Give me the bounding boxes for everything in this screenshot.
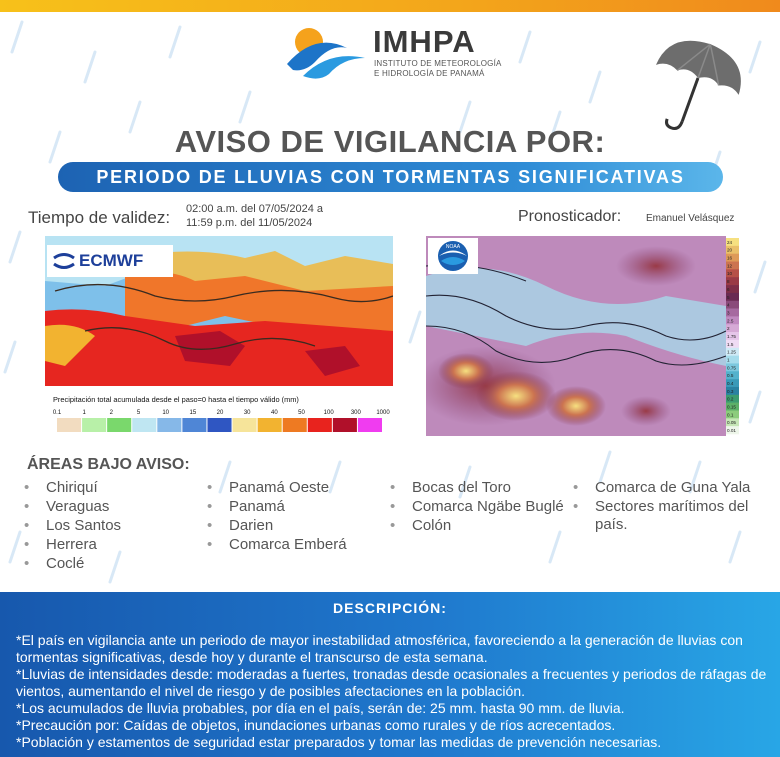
ecmwf-scale-swatch [82, 418, 106, 432]
area-item: • Comarca Ngäbe Buglé [390, 498, 570, 516]
noaa-scale-label: 8 [727, 279, 730, 285]
ecmwf-logo-icon [50, 251, 78, 271]
logo-subtitle-line-1: INSTITUTO DE METEOROLOGÍA [374, 59, 502, 68]
logo-subtitle-line-2: E HIDROLOGÍA DE PANAMÁ [374, 69, 485, 78]
ecmwf-scale-swatch [358, 418, 382, 432]
noaa-scale-label: 24 [727, 239, 733, 245]
area-item: • Bocas del Toro [390, 479, 570, 497]
noaa-scale-label: 0.4 [727, 381, 734, 386]
ecmwf-scale-label: 5 [136, 410, 141, 416]
ecmwf-scale-swatch [157, 418, 181, 432]
banner-text: PERIODO DE LLUVIAS CON TORMENTAS SIGNIFICATIVAS [96, 167, 685, 187]
ecmwf-scale-label: 15 [189, 410, 197, 416]
description-title: DESCRIPCIÓN: [333, 600, 447, 616]
noaa-scale-label: 1.75 [727, 333, 736, 339]
umbrella-icon [648, 38, 748, 138]
ecmwf-logo-text: ECMWF [79, 251, 144, 270]
ecmwf-scale-label: 0.1 [52, 410, 62, 416]
noaa-scale-label: 0.05 [727, 420, 736, 426]
noaa-scale-label: 0.75 [727, 365, 736, 371]
ecmwf-caption: Precipitación total acumulada desde el paso=0 hasta el tiempo válido (mm) [53, 395, 299, 404]
area-item: • Comarca Emberá [207, 536, 387, 554]
noaa-scale-label: 6 [727, 286, 730, 292]
areas-title: ÁREAS BAJO AVISO: [27, 456, 190, 473]
noaa-scale-label: 0.01 [727, 428, 736, 434]
ecmwf-scale-label: 1000 [376, 410, 390, 416]
noaa-scale-label: 0.3 [727, 388, 734, 394]
forecaster-label: Pronosticador: [518, 208, 622, 225]
areas-column-3 [390, 479, 570, 536]
noaa-scale-label: 12 [727, 263, 733, 269]
ecmwf-scale-swatch [333, 418, 357, 432]
noaa-precipitation-map [426, 236, 739, 436]
noaa-scale-label: 1.25 [727, 349, 736, 355]
ecmwf-scale-swatch [57, 418, 81, 432]
noaa-scale-label: 0.2 [727, 396, 734, 402]
noaa-scale-label: 1 [727, 357, 730, 363]
ecmwf-scale-swatch [207, 418, 231, 432]
ecmwf-scale-label: 20 [216, 410, 224, 416]
area-item: • Coclé [24, 555, 194, 573]
area-item: • Panamá Oeste [207, 479, 387, 497]
ecmwf-scale-swatch [283, 418, 307, 432]
ecmwf-scale-swatch [182, 418, 206, 432]
logo-name: IMHPA [373, 24, 476, 59]
forecaster-name: Emanuel Velásquez [646, 213, 735, 224]
description-lines [16, 632, 768, 751]
ecmwf-scale-swatches [57, 418, 382, 432]
description-line: *El país en vigilancia ante un periodo de mayor inestabilidad atmosférica, favoreciendo a la generación de lluvias con tormentas significativas, desde hoy y durante el transcurso de esta semana. [16, 632, 743, 665]
noaa-scale-label: 0.15 [727, 404, 736, 410]
noaa-scale-label: 1.5 [727, 341, 734, 347]
noaa-scale-label: 2.5 [727, 318, 734, 324]
ecmwf-scale-label: 30 [243, 410, 251, 416]
area-item: • Panamá [207, 498, 387, 516]
validity-end: 11:59 p.m. del 11/05/2024 [186, 217, 313, 229]
ecmwf-scale-swatch [308, 418, 332, 432]
area-item: • Colón [390, 517, 570, 535]
description-line: *Población y estamentos de seguridad estar preparados y tomar las medidas de prevención necesarias. [16, 734, 662, 750]
ecmwf-scale-label: 10 [162, 410, 170, 416]
noaa-scale-label: 0.5 [727, 373, 734, 379]
ecmwf-scale-label: 300 [350, 410, 361, 416]
areas-column-4 [573, 479, 773, 535]
main-title: AVISO DE VIGILANCIA POR: [174, 124, 606, 159]
ecmwf-scale-label: 40 [270, 410, 278, 416]
ecmwf-scale-label: 2 [109, 410, 114, 416]
description-section [0, 592, 780, 757]
validity-label: Tiempo de validez: [28, 208, 171, 227]
noaa-logo-icon [435, 239, 471, 273]
areas-column-1 [24, 479, 194, 574]
noaa-scale-label: 10 [727, 271, 733, 277]
top-color-bar [0, 0, 780, 12]
area-item: • Darien [207, 517, 387, 535]
ecmwf-scale-swatch [107, 418, 131, 432]
area-item: • Los Santos [24, 517, 194, 535]
warning-type-banner [58, 162, 723, 192]
ecmwf-scale-swatch [258, 418, 282, 432]
noaa-scale-label: 16 [727, 255, 733, 261]
area-item: • Chiriquí [24, 479, 194, 497]
description-line: *Lluvias de intensidades desde: moderadas a fuertes, tronadas desde ocasionales a frecuentes y periodos de ráfagas de vientos, aumentando el nivel de riesgo y de posibles afectaciones en la población. [16, 666, 767, 699]
noaa-logo-text: NOAA [445, 244, 461, 250]
noaa-scale-label: 20 [727, 247, 733, 253]
ecmwf-logo [47, 245, 173, 277]
ecmwf-scale-swatch [132, 418, 156, 432]
validity-start: 02:00 a.m. del 07/05/2024 a [186, 203, 323, 215]
description-line: *Los acumulados de lluvia probables, por día en el país, serán de: 25 mm. hasta 90 mm. de lluvia. [16, 700, 625, 716]
area-item: • Veraguas [24, 498, 194, 516]
imhpa-logo [285, 22, 505, 84]
ecmwf-scale-label: 50 [298, 410, 305, 416]
area-item: • Sectores marítimos del país. [573, 498, 773, 534]
noaa-scale-label: 3 [727, 310, 730, 316]
ecmwf-precipitation-map [45, 236, 393, 437]
area-item: • Herrera [24, 536, 194, 554]
ecmwf-scale-label: 100 [323, 410, 334, 416]
noaa-scale-label: 5 [727, 294, 730, 300]
noaa-scale-label: 4 [727, 302, 730, 308]
areas-column-2 [207, 479, 387, 555]
imhpa-logo-icon [285, 24, 367, 82]
area-item: • Comarca de Guna Yala [573, 479, 773, 497]
ecmwf-scale-swatch [233, 418, 257, 432]
description-line: *Precaución por: Caídas de objetos, inundaciones urbanas como rurales y de ríos acrecentados. [16, 717, 616, 733]
noaa-logo [428, 238, 478, 274]
noaa-scale-label: 2 [727, 326, 730, 332]
noaa-scale-label: 0.1 [727, 412, 734, 418]
ecmwf-scale-label: 1 [82, 410, 86, 416]
